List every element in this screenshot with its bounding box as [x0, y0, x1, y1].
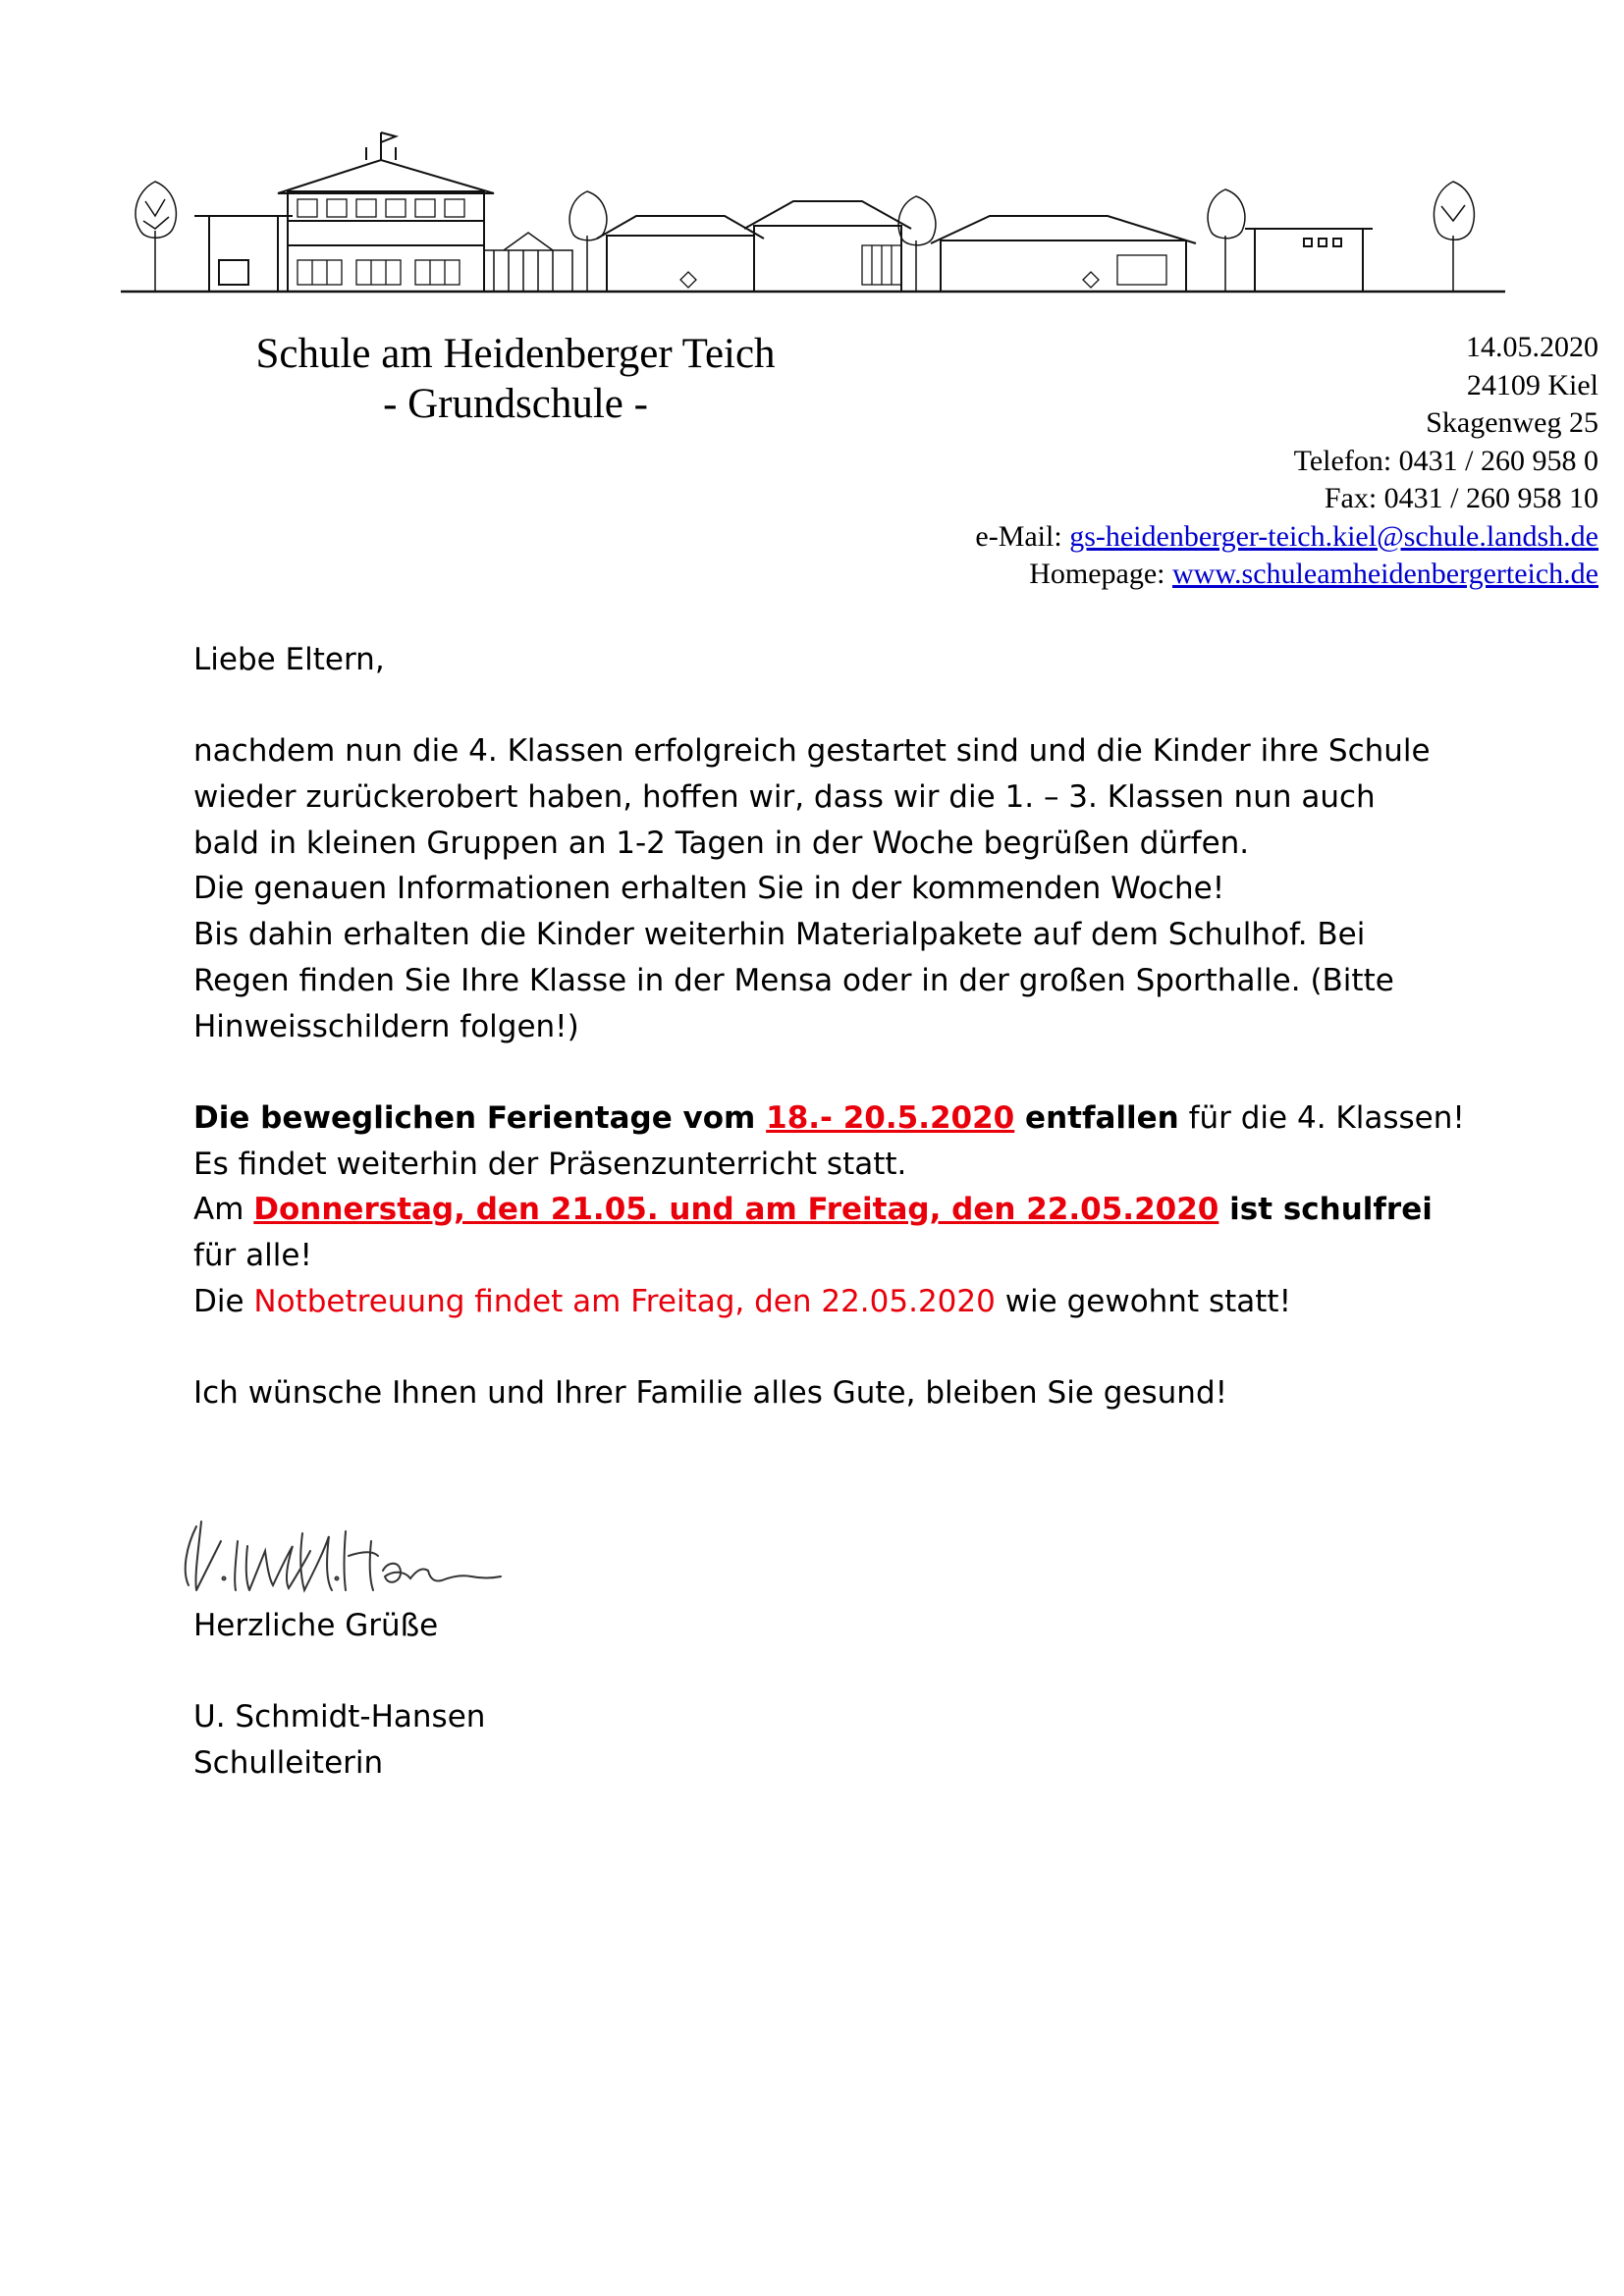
closing-block [193, 1603, 485, 1787]
notice-line-free-days: Am Donnerstag, den 21.05. und am Freitag, den 22.05.2020 ist schulfrei [193, 1192, 1433, 1228]
salutation: Liebe Eltern, [193, 642, 385, 677]
paragraph-line: Die genauen Informationen erhalten Sie in der kommenden Woche! [193, 871, 1225, 907]
homepage-row [852, 556, 1598, 594]
emergency-care-text: Notbetreuung findet am Freitag, den 22.05.2020 [253, 1283, 996, 1319]
paragraph-line: Bis dahin erhalten die Kinder weiterhin Materialpakete auf dem Schulhof. Bei [193, 917, 1366, 953]
greeting: Herzliche Grüße [193, 1608, 439, 1643]
school-name-line2: - Grundschule - [383, 381, 648, 427]
signer-role: Schulleiterin [193, 1745, 384, 1782]
address-street: Skagenweg 25 [1426, 406, 1598, 439]
wish-line: Ich wünsche Ihnen und Ihrer Familie alles Gute, bleiben Sie gesund! [193, 1375, 1228, 1411]
letter-date: 14.05.2020 [1466, 331, 1598, 363]
homepage-label: Homepage: [1029, 558, 1172, 590]
letter-body [193, 637, 1470, 1416]
notice-line-presence: Es findet weiterhin der Präsenzunterricht statt. [193, 1146, 907, 1182]
free-days-dates: Donnerstag, den 21.05. und am Freitag, den 22.05.2020 [253, 1192, 1219, 1228]
phone-number: Telefon: 0431 / 260 958 0 [1293, 444, 1598, 477]
paragraph-line: Regen finden Sie Ihre Klasse in der Mensa oder in der großen Sporthalle. (Bitte [193, 962, 1394, 998]
school-building-drawing-icon [116, 123, 1510, 299]
notice-line-emergency-care: Die Notbetreuung findet am Freitag, den 22.05.2020 wie gewohnt statt! [193, 1283, 1292, 1319]
fax-number: Fax: 0431 / 260 958 10 [1324, 482, 1598, 514]
paragraph-line: Hinweisschildern folgen!) [193, 1008, 579, 1044]
paragraph-line: nachdem nun die 4. Klassen erfolgreich gestartet sind und die Kinder ihre Schule [193, 733, 1431, 770]
paragraph-line: wieder zurückerobert haben, hoffen wir, dass wir die 1. – 3. Klassen nun auch [193, 779, 1376, 816]
school-name [216, 329, 815, 429]
address-city: 24109 Kiel [1466, 368, 1598, 401]
email-row [852, 518, 1598, 557]
notice-line-all: für alle! [193, 1237, 312, 1273]
holiday-dates: 18.- 20.5.2020 [766, 1099, 1015, 1136]
paragraph-line: bald in kleinen Gruppen an 1-2 Tagen in der Woche begrüßen dürfen. [193, 825, 1250, 861]
school-name-line1: Schule am Heidenberger Teich [255, 331, 776, 377]
handwritten-signature-icon [177, 1492, 569, 1600]
notice-line-holidays: Die beweglichen Ferientage vom 18.- 20.5.2020 entfallen für die 4. Klassen! [193, 1099, 1465, 1136]
contact-block [852, 329, 1598, 594]
homepage-link[interactable]: www.schuleamheidenbergerteich.de [1172, 558, 1598, 590]
signer-name: U. Schmidt-Hansen [193, 1699, 486, 1735]
email-label: e-Mail: [975, 519, 1070, 553]
email-link[interactable]: gs-heidenberger-teich.kiel@schule.landsh.de [1069, 519, 1598, 553]
